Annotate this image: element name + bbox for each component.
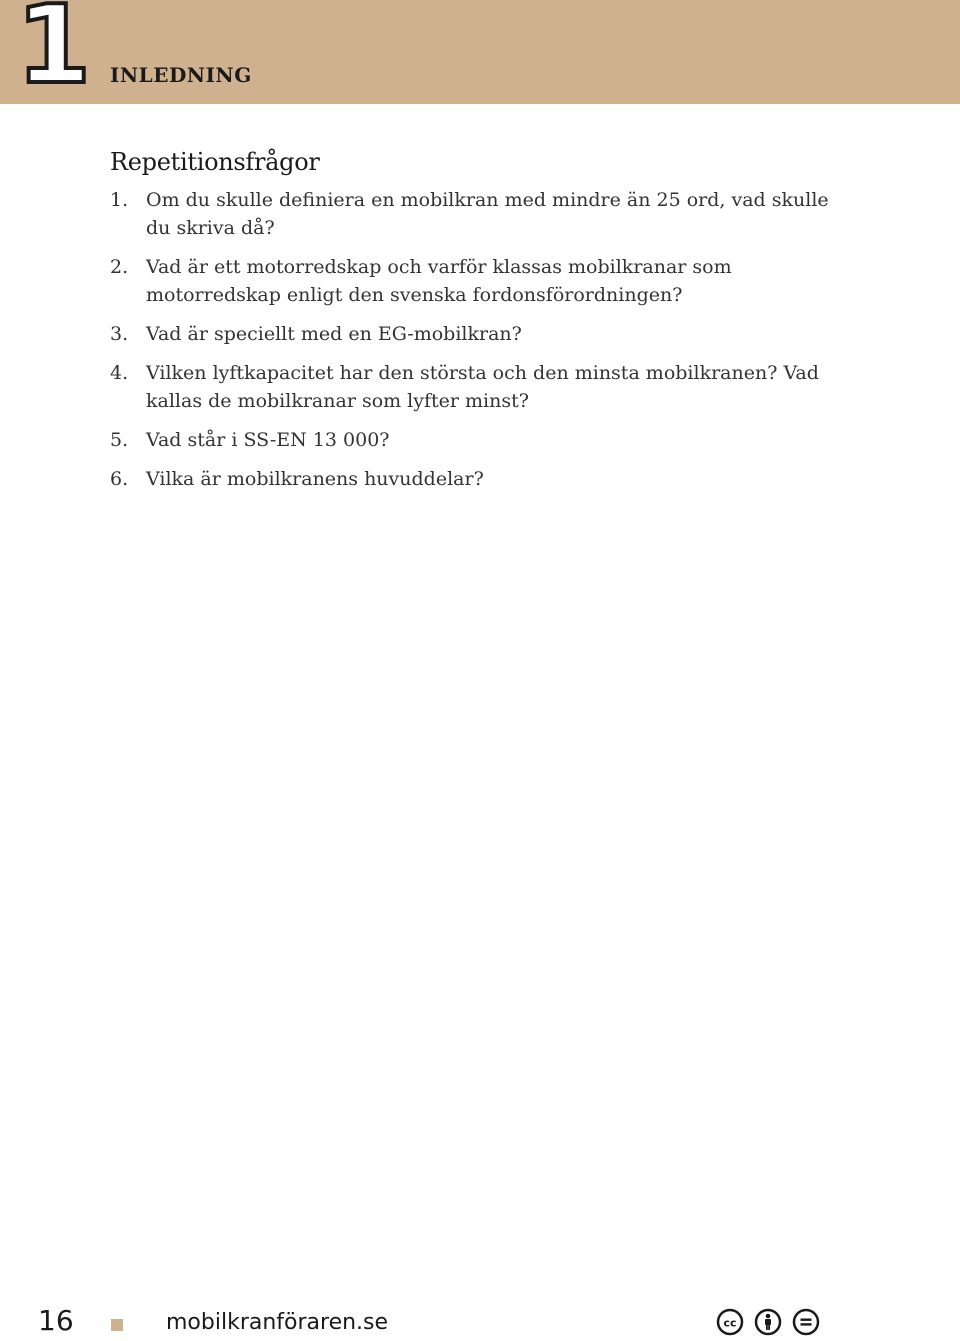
question-list <box>110 186 830 504</box>
license-icons <box>716 1308 820 1336</box>
list-item <box>110 186 830 242</box>
question-text: Vad står i SS-EN 13 000? <box>146 429 390 451</box>
list-item <box>110 320 830 348</box>
question-number: 6. <box>110 468 129 490</box>
list-item <box>110 359 830 415</box>
page-number: 16 <box>38 1304 74 1337</box>
section-heading: Repetitionsfrågor <box>110 148 320 176</box>
question-text: Vad är speciellt med en EG-mobilkran? <box>146 323 522 345</box>
question-number: 3. <box>110 323 129 345</box>
chapter-title: INLEDNING <box>110 63 252 87</box>
question-number: 1. <box>110 189 129 211</box>
question-text: Vad är ett motorredskap och varför klassas mobilkranar som motorredskap enligt den svenska fordonsförordningen? <box>146 256 732 306</box>
list-item <box>110 253 830 309</box>
attribution-icon <box>754 1308 782 1336</box>
question-text: Vilken lyftkapacitet har den största och den minsta mobilkranen? Vad kallas de mobilkranar som lyfter minst? <box>146 362 819 412</box>
no-derivatives-icon <box>792 1308 820 1336</box>
header-band <box>0 0 960 108</box>
question-number: 4. <box>110 362 129 384</box>
footer-website: mobilkranföraren.se <box>166 1310 389 1335</box>
list-item <box>110 465 830 493</box>
question-number: 2. <box>110 256 129 278</box>
list-item <box>110 426 830 454</box>
question-text: Vilka är mobilkranens huvuddelar? <box>146 468 484 490</box>
chapter-number: 1 <box>16 0 92 108</box>
question-text: Om du skulle definiera en mobilkran med mindre än 25 ord, vad skulle du skriva då? <box>146 189 829 239</box>
svg-text:cc: cc <box>723 1316 737 1330</box>
question-number: 5. <box>110 429 129 451</box>
footer-square-marker <box>111 1319 123 1331</box>
cc-icon <box>716 1308 744 1336</box>
